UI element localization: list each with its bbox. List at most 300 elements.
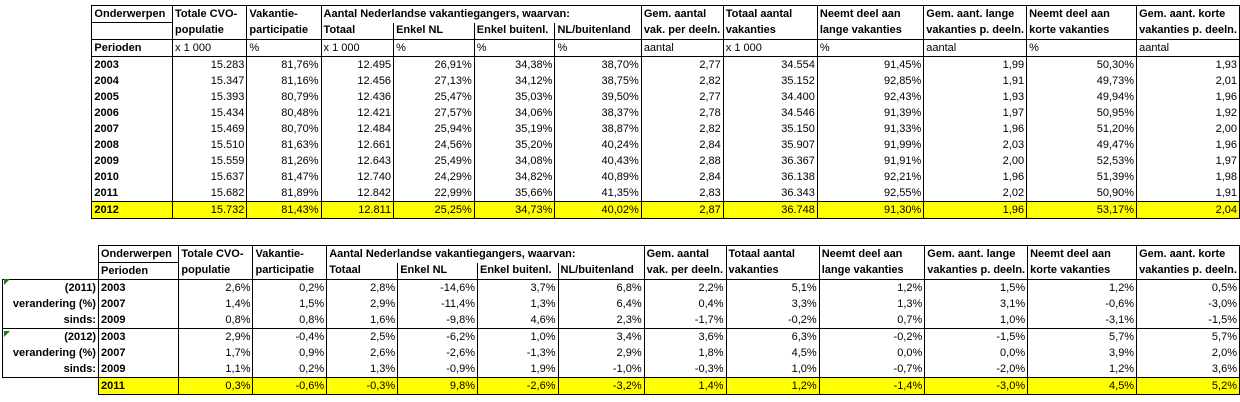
header-cell[interactable]: vakanties p. deeln. [925,263,1028,280]
value-cell[interactable]: 81,63% [247,137,321,153]
value-cell[interactable]: -11,4% [398,296,478,312]
value-cell[interactable]: 12.421 [321,105,394,121]
value-cell[interactable]: 2,83 [641,185,723,202]
value-cell[interactable]: 5,1% [726,280,819,297]
header-cell[interactable]: % [1027,40,1137,57]
value-cell[interactable]: 40,02% [555,202,641,219]
value-cell[interactable]: 5,2% [1137,378,1240,395]
value-cell[interactable]: 34,12% [474,73,555,89]
value-cell[interactable]: 3,6% [644,329,726,346]
header-cell[interactable]: Perioden [98,263,178,280]
value-cell[interactable]: 38,87% [555,121,641,137]
value-cell[interactable]: 92,43% [817,89,923,105]
value-cell[interactable]: -0,6% [1028,296,1137,312]
year-cell[interactable]: 2003 [98,329,178,346]
value-cell[interactable]: 92,85% [817,73,923,89]
value-cell[interactable]: 52,53% [1027,153,1137,169]
year-cell[interactable]: 2006 [92,105,173,121]
value-cell[interactable]: -2,6% [477,378,558,395]
value-cell[interactable]: 2,9% [179,329,253,346]
value-cell[interactable]: 9,8% [398,378,478,395]
year-cell[interactable]: 2009 [92,153,173,169]
year-cell[interactable]: 2009 [98,361,178,378]
empty-cell[interactable] [2,202,92,219]
value-cell[interactable]: -1,7% [644,312,726,329]
value-cell[interactable]: 12.495 [321,57,394,74]
header-cell[interactable]: Gem. aant. korte [1137,6,1240,23]
header-cell[interactable]: vakanties p. deeln. [1137,23,1240,40]
header-cell[interactable]: Aantal Nederlandse vakantiegangers, waarvan: [321,6,641,23]
value-cell[interactable]: 53,17% [1027,202,1137,219]
value-cell[interactable]: 3,9% [1028,345,1137,361]
header-cell[interactable]: populatie [179,263,253,280]
value-cell[interactable]: 2,88 [641,153,723,169]
value-cell[interactable]: -0,7% [819,361,925,378]
value-cell[interactable]: 34.546 [723,105,817,121]
value-cell[interactable]: 2,9% [558,345,644,361]
header-cell[interactable]: Enkel NL [398,263,478,280]
value-cell[interactable]: 1,2% [1028,361,1137,378]
year-cell[interactable]: 2003 [92,57,173,74]
year-cell[interactable]: 2011 [98,378,178,395]
value-cell[interactable]: 1,91 [1137,185,1240,202]
value-cell[interactable]: 27,13% [394,73,475,89]
value-cell[interactable]: 2,3% [558,312,644,329]
value-cell[interactable]: 2,9% [327,296,398,312]
value-cell[interactable]: 49,47% [1027,137,1137,153]
value-cell[interactable]: 2,78 [641,105,723,121]
corner-cell[interactable] [2,40,92,57]
header-cell[interactable]: Onderwerpen [98,246,178,263]
value-cell[interactable]: -3,0% [1137,296,1240,312]
value-cell[interactable]: 4,5% [1028,378,1137,395]
value-cell[interactable]: 50,95% [1027,105,1137,121]
value-cell[interactable]: 4,6% [477,312,558,329]
value-cell[interactable]: 38,37% [555,105,641,121]
header-cell[interactable]: Gem. aantal [644,246,726,263]
header-cell[interactable]: Gem. aant. lange [924,6,1027,23]
value-cell[interactable]: 2,84 [641,169,723,185]
value-cell[interactable]: 80,79% [247,89,321,105]
value-cell[interactable]: 0,3% [179,378,253,395]
header-cell[interactable]: Totaal [327,263,398,280]
value-cell[interactable]: 91,91% [817,153,923,169]
value-cell[interactable]: 1,6% [327,312,398,329]
value-cell[interactable]: 2,0% [1137,345,1240,361]
value-cell[interactable]: 34,38% [474,57,555,74]
value-cell[interactable]: 2,77 [641,89,723,105]
header-cell[interactable]: lange vakanties [819,263,925,280]
value-cell[interactable]: 1,96 [1137,89,1240,105]
value-cell[interactable]: -0,3% [327,378,398,395]
value-cell[interactable]: 1,96 [924,202,1027,219]
value-cell[interactable]: 81,47% [247,169,321,185]
value-cell[interactable]: 25,25% [394,202,475,219]
value-cell[interactable]: 0,0% [925,345,1028,361]
value-cell[interactable]: 1,8% [644,345,726,361]
empty-cell[interactable] [2,121,92,137]
header-cell[interactable]: Enkel buitenl. [474,23,555,40]
value-cell[interactable]: 35,66% [474,185,555,202]
header-cell[interactable]: Totaal aantal [723,6,817,23]
value-cell[interactable]: 2,6% [179,280,253,297]
value-cell[interactable]: 1,93 [1137,57,1240,74]
header-cell[interactable]: x 1 000 [173,40,247,57]
value-cell[interactable]: 27,57% [394,105,475,121]
value-cell[interactable]: 50,30% [1027,57,1137,74]
corner-cell[interactable] [3,263,99,280]
value-cell[interactable]: 50,90% [1027,185,1137,202]
header-cell[interactable]: Perioden [92,40,173,57]
group-label-cell[interactable]: sinds: [3,312,99,329]
value-cell[interactable]: 3,1% [925,296,1028,312]
value-cell[interactable]: 1,96 [1137,137,1240,153]
value-cell[interactable]: 0,2% [253,361,327,378]
value-cell[interactable]: 35,03% [474,89,555,105]
header-cell[interactable]: Totale CVO- [173,6,247,23]
year-cell[interactable]: 2007 [98,345,178,361]
value-cell[interactable]: 12.811 [321,202,394,219]
group-label-cell[interactable]: (2012) [3,329,99,346]
value-cell[interactable]: 51,39% [1027,169,1137,185]
value-cell[interactable]: 34.400 [723,89,817,105]
value-cell[interactable]: 1,5% [925,280,1028,297]
value-cell[interactable]: 1,1% [179,361,253,378]
value-cell[interactable]: 1,92 [1137,105,1240,121]
value-cell[interactable]: -9,8% [398,312,478,329]
value-cell[interactable]: 15.559 [173,153,247,169]
value-cell[interactable]: 12.740 [321,169,394,185]
value-cell[interactable]: -0,2% [726,312,819,329]
header-cell[interactable]: Enkel NL [394,23,475,40]
header-cell[interactable]: participatie [253,263,327,280]
value-cell[interactable]: 34,08% [474,153,555,169]
value-cell[interactable]: 15.682 [173,185,247,202]
value-cell[interactable]: 12.842 [321,185,394,202]
value-cell[interactable]: 15.469 [173,121,247,137]
value-cell[interactable]: 12.661 [321,137,394,153]
value-cell[interactable]: 2,02 [924,185,1027,202]
value-cell[interactable]: 1,4% [644,378,726,395]
header-cell[interactable]: Gem. aant. korte [1137,246,1240,263]
value-cell[interactable]: 15.637 [173,169,247,185]
value-cell[interactable]: 25,94% [394,121,475,137]
value-cell[interactable]: 24,29% [394,169,475,185]
group-label-cell[interactable]: verandering (%) [3,345,99,361]
value-cell[interactable]: -1,0% [558,361,644,378]
value-cell[interactable]: 2,04 [1137,202,1240,219]
header-cell[interactable]: vakanties p. deeln. [1137,263,1240,280]
value-cell[interactable]: 2,00 [924,153,1027,169]
value-cell[interactable]: 80,48% [247,105,321,121]
value-cell[interactable]: -0,4% [253,329,327,346]
value-cell[interactable]: 1,97 [1137,153,1240,169]
value-cell[interactable]: 34,73% [474,202,555,219]
value-cell[interactable]: 2,84 [641,137,723,153]
value-cell[interactable]: 5,7% [1137,329,1240,346]
header-cell[interactable]: % [474,40,555,57]
empty-cell[interactable] [2,105,92,121]
header-cell[interactable]: % [394,40,475,57]
value-cell[interactable]: -3,0% [925,378,1028,395]
empty-cell[interactable] [2,153,92,169]
year-cell[interactable]: 2005 [92,89,173,105]
value-cell[interactable]: 35.152 [723,73,817,89]
value-cell[interactable]: 26,91% [394,57,475,74]
empty-cell[interactable] [2,137,92,153]
header-cell[interactable]: lange vakanties [817,23,923,40]
value-cell[interactable]: 38,70% [555,57,641,74]
value-cell[interactable]: 2,2% [644,280,726,297]
value-cell[interactable]: 0,8% [179,312,253,329]
value-cell[interactable]: 35.150 [723,121,817,137]
value-cell[interactable]: 40,43% [555,153,641,169]
value-cell[interactable]: 6,8% [558,280,644,297]
value-cell[interactable]: 0,2% [253,280,327,297]
header-cell[interactable]: Totaal [321,23,394,40]
value-cell[interactable]: 0,7% [819,312,925,329]
value-cell[interactable]: 36.138 [723,169,817,185]
value-cell[interactable]: -0,6% [253,378,327,395]
value-cell[interactable]: -3,2% [558,378,644,395]
value-cell[interactable]: 1,3% [477,296,558,312]
value-cell[interactable]: 12.436 [321,89,394,105]
value-cell[interactable]: -14,6% [398,280,478,297]
value-cell[interactable]: 15.393 [173,89,247,105]
header-cell[interactable]: % [247,40,321,57]
value-cell[interactable]: 35,19% [474,121,555,137]
value-cell[interactable]: 3,3% [726,296,819,312]
value-cell[interactable]: 4,5% [726,345,819,361]
value-cell[interactable]: 12.484 [321,121,394,137]
value-cell[interactable]: 1,2% [726,378,819,395]
year-cell[interactable]: 2007 [98,296,178,312]
corner-cell[interactable] [3,246,99,263]
header-cell[interactable]: vakanties p. deeln. [924,23,1027,40]
value-cell[interactable]: 39,50% [555,89,641,105]
header-cell[interactable]: populatie [173,23,247,40]
header-cell[interactable]: Vakantie- [247,6,321,23]
empty-cell[interactable] [3,378,99,395]
value-cell[interactable]: -6,2% [398,329,478,346]
year-cell[interactable]: 2011 [92,185,173,202]
empty-cell[interactable] [2,89,92,105]
header-cell[interactable]: NL/buitenland [558,263,644,280]
value-cell[interactable]: 3,4% [558,329,644,346]
value-cell[interactable]: 40,24% [555,137,641,153]
year-cell[interactable]: 2003 [98,280,178,297]
value-cell[interactable]: -1,5% [925,329,1028,346]
value-cell[interactable]: 36.367 [723,153,817,169]
header-cell[interactable]: Enkel buitenl. [477,263,558,280]
header-cell[interactable]: aantal [924,40,1027,57]
value-cell[interactable]: 15.347 [173,73,247,89]
header-cell[interactable]: Vakantie- [253,246,327,263]
header-cell[interactable]: x 1 000 [723,40,817,57]
value-cell[interactable]: 1,4% [179,296,253,312]
value-cell[interactable]: 0,5% [1137,280,1240,297]
value-cell[interactable]: 34,06% [474,105,555,121]
value-cell[interactable]: -0,2% [819,329,925,346]
value-cell[interactable]: -2,0% [925,361,1028,378]
value-cell[interactable]: 6,3% [726,329,819,346]
value-cell[interactable]: 49,94% [1027,89,1137,105]
value-cell[interactable]: 15.283 [173,57,247,74]
value-cell[interactable]: 1,99 [924,57,1027,74]
value-cell[interactable]: -0,9% [398,361,478,378]
value-cell[interactable]: -3,1% [1028,312,1137,329]
value-cell[interactable]: 0,8% [253,312,327,329]
value-cell[interactable]: 2,00 [1137,121,1240,137]
value-cell[interactable]: 15.510 [173,137,247,153]
group-label-cell[interactable]: sinds: [3,361,99,378]
value-cell[interactable]: 2,77 [641,57,723,74]
value-cell[interactable]: 1,9% [477,361,558,378]
header-cell[interactable]: Onderwerpen [92,6,173,23]
header-cell[interactable]: vak. per deeln. [644,263,726,280]
value-cell[interactable]: 81,43% [247,202,321,219]
value-cell[interactable]: 2,6% [327,345,398,361]
value-cell[interactable]: 1,0% [726,361,819,378]
value-cell[interactable]: 92,55% [817,185,923,202]
year-cell[interactable]: 2004 [92,73,173,89]
value-cell[interactable]: 1,3% [327,361,398,378]
value-cell[interactable]: 1,96 [924,169,1027,185]
value-cell[interactable]: 40,89% [555,169,641,185]
value-cell[interactable]: 25,49% [394,153,475,169]
value-cell[interactable]: 1,2% [819,280,925,297]
header-cell[interactable]: NL/buitenland [555,23,641,40]
value-cell[interactable]: 15.434 [173,105,247,121]
value-cell[interactable]: 91,45% [817,57,923,74]
value-cell[interactable]: 91,99% [817,137,923,153]
value-cell[interactable]: 1,93 [924,89,1027,105]
value-cell[interactable]: 2,5% [327,329,398,346]
value-cell[interactable]: 35,20% [474,137,555,153]
header-cell[interactable]: korte vakanties [1027,23,1137,40]
value-cell[interactable]: -1,5% [1137,312,1240,329]
value-cell[interactable]: 91,39% [817,105,923,121]
value-cell[interactable]: 1,3% [819,296,925,312]
value-cell[interactable]: 38,75% [555,73,641,89]
value-cell[interactable]: 34.554 [723,57,817,74]
year-cell[interactable]: 2009 [98,312,178,329]
header-cell[interactable]: aantal [1137,40,1240,57]
header-cell[interactable]: Totaal aantal [726,246,819,263]
group-label-cell[interactable]: verandering (%) [3,296,99,312]
value-cell[interactable]: 22,99% [394,185,475,202]
header-cell[interactable]: aantal [641,40,723,57]
value-cell[interactable]: 25,47% [394,89,475,105]
year-cell[interactable]: 2007 [92,121,173,137]
value-cell[interactable]: 1,98 [1137,169,1240,185]
header-cell[interactable]: Gem. aantal [641,6,723,23]
value-cell[interactable]: -2,6% [398,345,478,361]
value-cell[interactable]: 0,0% [819,345,925,361]
header-cell[interactable]: Neemt deel aan [819,246,925,263]
year-cell[interactable]: 2012 [92,202,173,219]
header-cell[interactable]: participatie [247,23,321,40]
value-cell[interactable]: 1,96 [924,121,1027,137]
empty-cell[interactable] [2,169,92,185]
value-cell[interactable]: 3,6% [1137,361,1240,378]
value-cell[interactable]: 2,82 [641,121,723,137]
value-cell[interactable]: 15.732 [173,202,247,219]
value-cell[interactable]: -0,3% [644,361,726,378]
header-cell[interactable]: Neemt deel aan [817,6,923,23]
value-cell[interactable]: 81,26% [247,153,321,169]
value-cell[interactable]: 41,35% [555,185,641,202]
value-cell[interactable]: 12.643 [321,153,394,169]
value-cell[interactable]: 2,87 [641,202,723,219]
empty-cell[interactable] [2,57,92,74]
header-cell[interactable]: vakanties [726,263,819,280]
value-cell[interactable]: -1,3% [477,345,558,361]
value-cell[interactable]: 3,7% [477,280,558,297]
value-cell[interactable]: 2,03 [924,137,1027,153]
value-cell[interactable]: 49,73% [1027,73,1137,89]
year-cell[interactable]: 2008 [92,137,173,153]
value-cell[interactable]: 0,9% [253,345,327,361]
value-cell[interactable]: 91,33% [817,121,923,137]
value-cell[interactable]: 1,97 [924,105,1027,121]
value-cell[interactable]: 51,20% [1027,121,1137,137]
value-cell[interactable]: 0,4% [644,296,726,312]
value-cell[interactable]: 2,82 [641,73,723,89]
header-cell[interactable]: Neemt deel aan [1027,6,1137,23]
value-cell[interactable]: 80,70% [247,121,321,137]
header-cell[interactable]: Totale CVO- [179,246,253,263]
corner-cell[interactable] [2,23,92,40]
header-cell[interactable]: korte vakanties [1028,263,1137,280]
header-cell[interactable]: vakanties [723,23,817,40]
value-cell[interactable]: 2,8% [327,280,398,297]
year-cell[interactable]: 2010 [92,169,173,185]
value-cell[interactable]: 81,76% [247,57,321,74]
value-cell[interactable]: 1,91 [924,73,1027,89]
header-cell[interactable]: vak. per deeln. [641,23,723,40]
value-cell[interactable]: -1,4% [819,378,925,395]
header-cell[interactable]: x 1 000 [321,40,394,57]
value-cell[interactable]: 1,2% [1028,280,1137,297]
group-label-cell[interactable]: (2011) [3,280,99,297]
empty-cell[interactable] [2,185,92,202]
value-cell[interactable]: 35.907 [723,137,817,153]
header-cell[interactable]: Aantal Nederlandse vakantiegangers, waarvan: [327,246,644,263]
value-cell[interactable]: 24,56% [394,137,475,153]
value-cell[interactable]: 1,0% [925,312,1028,329]
value-cell[interactable]: 36.748 [723,202,817,219]
empty-cell[interactable] [2,73,92,89]
value-cell[interactable]: 81,16% [247,73,321,89]
value-cell[interactable]: 92,21% [817,169,923,185]
header-cell[interactable]: Neemt deel aan [1028,246,1137,263]
value-cell[interactable]: 2,01 [1137,73,1240,89]
header-cell[interactable]: Gem. aant. lange [925,246,1028,263]
value-cell[interactable]: 34,82% [474,169,555,185]
header-cell[interactable]: % [555,40,641,57]
value-cell[interactable]: 1,0% [477,329,558,346]
value-cell[interactable]: 36.343 [723,185,817,202]
corner-cell[interactable] [2,6,92,23]
value-cell[interactable]: 1,7% [179,345,253,361]
value-cell[interactable]: 91,30% [817,202,923,219]
value-cell[interactable]: 81,89% [247,185,321,202]
header-cell[interactable]: % [817,40,923,57]
value-cell[interactable]: 12.456 [321,73,394,89]
value-cell[interactable]: 1,5% [253,296,327,312]
header-cell[interactable] [92,23,173,40]
